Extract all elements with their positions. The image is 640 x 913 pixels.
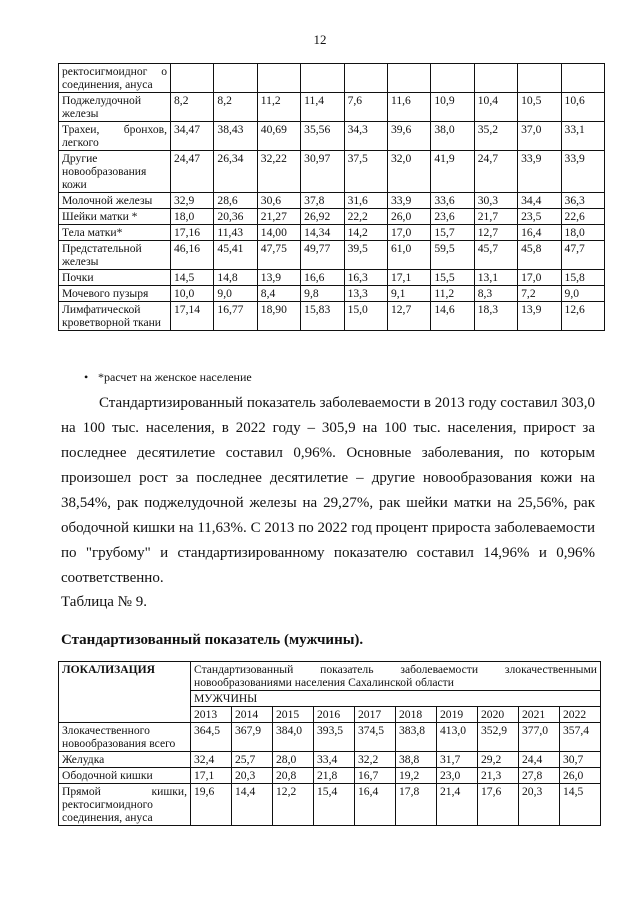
table-cell: 30,6 [257,193,300,209]
table-cell: 21,7 [474,209,517,225]
table-cell: 11,4 [301,93,344,122]
table-cell: 12,6 [561,302,604,331]
row-label: ректосигмоидног о соединения, ануса [59,64,171,93]
row-label: Почки [59,270,171,286]
table-cell: 45,8 [518,241,561,270]
table-cell [387,64,430,93]
table-cell: 17,6 [478,784,519,826]
table-cell [344,64,387,93]
year-header: 2017 [355,707,396,723]
table-cell: 8,3 [474,286,517,302]
table-cell: 19,2 [396,768,437,784]
table-cell: 8,4 [257,286,300,302]
table-cell: 18,90 [257,302,300,331]
table-cell: 384,0 [273,723,314,752]
table-cell: 32,0 [387,151,430,193]
table-cell: 33,1 [561,122,604,151]
table-cell [518,64,561,93]
table-cell: 10,0 [171,286,214,302]
page-number: 12 [313,32,327,47]
table-cell: 13,3 [344,286,387,302]
year-header: 2019 [437,707,478,723]
table-cell: 9,0 [214,286,257,302]
table-cell: 24,7 [474,151,517,193]
year-header: 2022 [560,707,601,723]
row-label: Лимфатической кроветворной ткани [59,302,171,331]
table-cell: 29,2 [478,752,519,768]
table-cell: 11,2 [431,286,474,302]
table-cell: 17,8 [396,784,437,826]
table-cell: 12,7 [474,225,517,241]
table-cell: 11,6 [387,93,430,122]
table-cell: 7,6 [344,93,387,122]
table-cell: 39,5 [344,241,387,270]
table-cell: 9,8 [301,286,344,302]
table-cell: 31,6 [344,193,387,209]
table-cell: 17,16 [171,225,214,241]
table-cell: 34,4 [518,193,561,209]
table-cell: 12,7 [387,302,430,331]
table-cell: 17,14 [171,302,214,331]
table-cell: 35,56 [301,122,344,151]
table-cell: 14,6 [431,302,474,331]
row-label: Поджелудочной железы [59,93,171,122]
table-cell: 17,0 [387,225,430,241]
table-cell: 10,9 [431,93,474,122]
table-cell: 15,8 [561,270,604,286]
year-header: 2013 [191,707,232,723]
standardized-men-table [58,661,601,826]
row-label: Другие новообразования кожи [59,151,171,193]
table-cell: 45,7 [474,241,517,270]
table-cell: 45,41 [214,241,257,270]
table-cell: 23,0 [437,768,478,784]
table-cell: 47,75 [257,241,300,270]
table-cell: 34,3 [344,122,387,151]
table-cell: 14,2 [344,225,387,241]
table-cell: 374,5 [355,723,396,752]
table-cell: 59,5 [431,241,474,270]
table-cell [561,64,604,93]
table-cell: 383,8 [396,723,437,752]
table-cell: 393,5 [314,723,355,752]
table-cell: 36,3 [561,193,604,209]
table-cell: 38,43 [214,122,257,151]
table-cell: 16,6 [301,270,344,286]
table-cell: 31,7 [437,752,478,768]
table-cell: 30,7 [560,752,601,768]
table-row [59,93,605,122]
table-cell: 61,0 [387,241,430,270]
table-cell: 18,0 [561,225,604,241]
table-cell: 16,77 [214,302,257,331]
row-label: Злокачественного новообразования всего [59,723,191,752]
table-cell: 32,2 [355,752,396,768]
table-row [59,122,605,151]
row-label: Прямой кишки, ректосигмоидного соединения, ануса [59,784,191,826]
table-cell: 14,00 [257,225,300,241]
table-cell: 33,6 [431,193,474,209]
table-cell: 41,9 [431,151,474,193]
table-row [59,723,601,752]
table-cell: 28,6 [214,193,257,209]
year-header: 2016 [314,707,355,723]
row-label: Трахеи, бронхов, легкого [59,122,171,151]
table-cell: 21,3 [478,768,519,784]
header-description: Стандартизованный показатель заболеваемости злокачественными новообразованиями населения Сахалинской области [191,662,601,691]
table-cell: 13,9 [257,270,300,286]
table-cell: 22,2 [344,209,387,225]
table-row [59,241,605,270]
table-cell: 20,36 [214,209,257,225]
table-cell: 413,0 [437,723,478,752]
row-label: Ободочной кишки [59,768,191,784]
incidence-table-continued [58,63,605,331]
table-cell: 33,9 [518,151,561,193]
table-cell: 14,8 [214,270,257,286]
table-cell: 15,83 [301,302,344,331]
table-cell: 20,8 [273,768,314,784]
table-cell: 16,4 [355,784,396,826]
table-cell: 14,34 [301,225,344,241]
table-cell: 7,2 [518,286,561,302]
table-cell: 30,97 [301,151,344,193]
table-row [59,225,605,241]
table-cell: 17,1 [191,768,232,784]
table-header-row [59,662,601,691]
table-cell: 357,4 [560,723,601,752]
table-cell: 37,8 [301,193,344,209]
bullet-icon: • [84,370,89,384]
body-paragraph: Стандартизированный показатель заболеваемости в 2013 году составил 303,0 на 100 тыс. населения, в 2022 году – 305,9 на 100 тыс. населения, прирост за последнее десятилетие составил 0,96%. Основные заболевания, по которым произошел рост за последнее десятилетие – другие новообразования кожи на 38,54%, рак поджелудочной железы на 29,27%, рак шейки матки на 25,56%, рак ободочной кишки на 11,63%. С 2013 по 2022 год процент прироста заболеваемости по "грубому" и стандартизированному показателю составил 14,96% и 0,96% соответственно. [61,395,595,586]
row-label: Шейки матки * [59,209,171,225]
table-cell: 34,47 [171,122,214,151]
table-cell: 33,9 [387,193,430,209]
table-cell: 21,27 [257,209,300,225]
table-cell: 16,3 [344,270,387,286]
footnote [84,370,252,385]
table-cell: 10,4 [474,93,517,122]
table-row [59,193,605,209]
table-row [59,752,601,768]
table-cell: 14,5 [171,270,214,286]
table-cell: 17,0 [518,270,561,286]
table-row [59,302,605,331]
table-cell: 13,9 [518,302,561,331]
table-cell: 14,4 [232,784,273,826]
table-cell: 46,16 [171,241,214,270]
table-cell: 11,43 [214,225,257,241]
table-cell: 33,9 [561,151,604,193]
table-cell: 38,8 [396,752,437,768]
table-cell: 13,1 [474,270,517,286]
row-label: Молочной железы [59,193,171,209]
table-cell: 24,4 [519,752,560,768]
table-cell: 352,9 [478,723,519,752]
table-cell: 364,5 [191,723,232,752]
table-cell: 19,6 [191,784,232,826]
table-cell: 15,0 [344,302,387,331]
table-cell: 367,9 [232,723,273,752]
table-cell: 35,2 [474,122,517,151]
table-row [59,64,605,93]
table-cell: 11,2 [257,93,300,122]
table-cell: 15,4 [314,784,355,826]
table-cell: 15,7 [431,225,474,241]
table-cell: 37,5 [344,151,387,193]
table-cell: 12,2 [273,784,314,826]
table-row [59,209,605,225]
table-cell: 38,0 [431,122,474,151]
table-cell: 32,22 [257,151,300,193]
table-cell: 9,0 [561,286,604,302]
table-cell: 9,1 [387,286,430,302]
table-cell [431,64,474,93]
header-localization: ЛОКАЛИЗАЦИЯ [59,662,191,723]
table-cell: 10,5 [518,93,561,122]
table-cell: 18,0 [171,209,214,225]
year-header: 2021 [519,707,560,723]
row-label: Тела матки* [59,225,171,241]
table-title: Стандартизованный показатель (мужчины). [61,632,364,648]
table-cell: 32,9 [171,193,214,209]
table-cell: 49,77 [301,241,344,270]
table-cell: 23,6 [431,209,474,225]
table-cell: 30,3 [474,193,517,209]
table-cell: 21,8 [314,768,355,784]
table-cell: 32,4 [191,752,232,768]
table-cell [171,64,214,93]
table-cell [257,64,300,93]
table-cell: 8,2 [214,93,257,122]
year-header: 2018 [396,707,437,723]
footnote-text: *расчет на женское население [98,370,252,384]
table-cell: 15,5 [431,270,474,286]
table-cell: 27,8 [519,768,560,784]
table-cell: 20,3 [232,768,273,784]
table-cell: 21,4 [437,784,478,826]
header-sex: МУЖЧИНЫ [191,691,601,707]
row-label: Желудка [59,752,191,768]
table-cell: 17,1 [387,270,430,286]
table-row [59,286,605,302]
year-header: 2015 [273,707,314,723]
row-label: Мочевого пузыря [59,286,171,302]
table-cell [214,64,257,93]
table-cell: 16,7 [355,768,396,784]
table-cell: 18,3 [474,302,517,331]
table-cell: 26,92 [301,209,344,225]
year-header: 2020 [478,707,519,723]
table-cell [301,64,344,93]
table-cell: 33,4 [314,752,355,768]
table-cell: 20,3 [519,784,560,826]
table-cell: 26,0 [387,209,430,225]
table-cell: 40,69 [257,122,300,151]
table-row [59,768,601,784]
table-cell: 23,5 [518,209,561,225]
table-cell: 8,2 [171,93,214,122]
table-row [59,151,605,193]
table-cell: 25,7 [232,752,273,768]
table-cell [474,64,517,93]
table-row [59,784,601,826]
table-cell: 26,0 [560,768,601,784]
table-cell: 47,7 [561,241,604,270]
table-cell: 39,6 [387,122,430,151]
table-cell: 28,0 [273,752,314,768]
table-cell: 37,0 [518,122,561,151]
table-row [59,270,605,286]
table-cell: 22,6 [561,209,604,225]
table-cell: 377,0 [519,723,560,752]
table-caption: Таблица № 9. [61,594,147,610]
table-cell: 16,4 [518,225,561,241]
year-header: 2014 [232,707,273,723]
table-cell: 26,34 [214,151,257,193]
table-cell: 14,5 [560,784,601,826]
table-cell: 24,47 [171,151,214,193]
row-label: Предстательной железы [59,241,171,270]
table-cell: 10,6 [561,93,604,122]
